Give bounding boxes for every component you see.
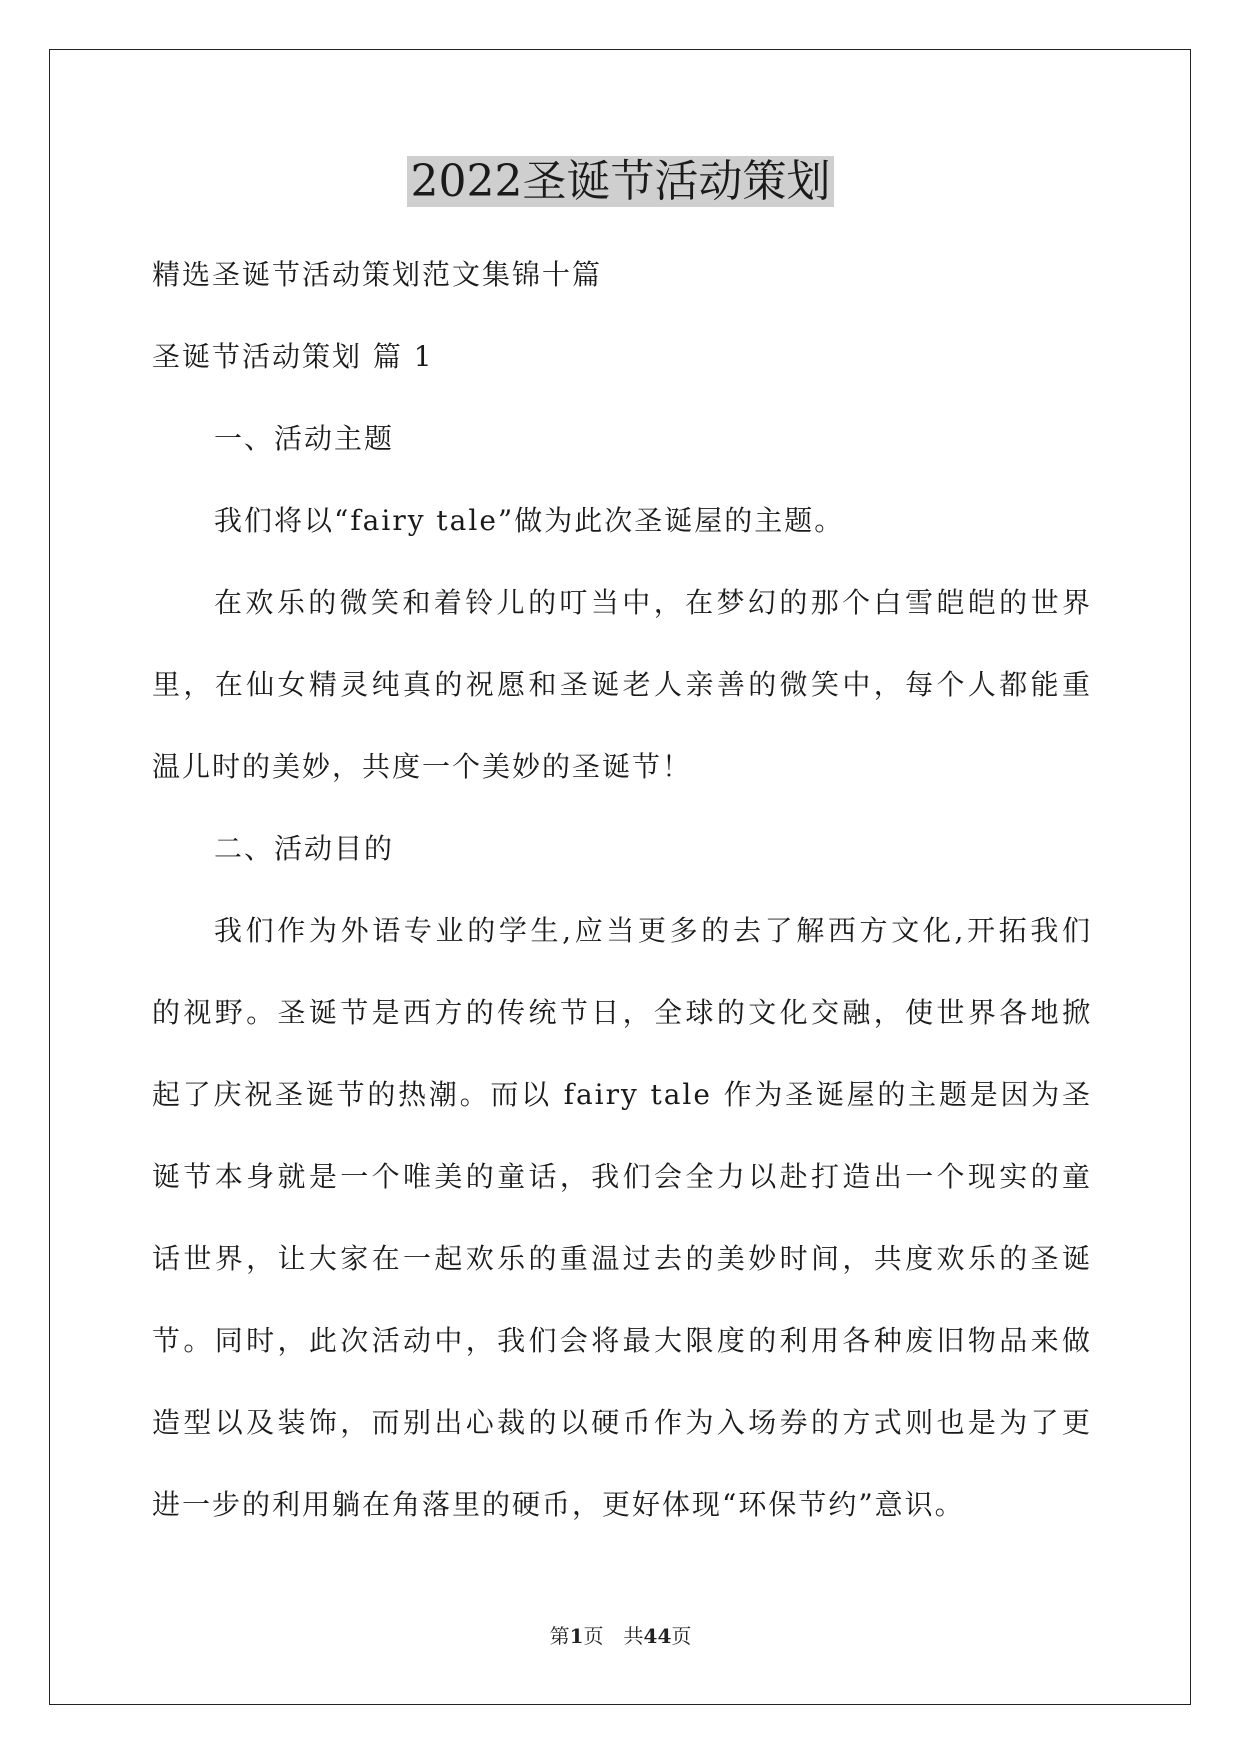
page-footer: [0, 1620, 1241, 1649]
text-line: 话世界，让大家在一起欢乐的重温过去的美妙时间，共度欢乐的圣诞: [152, 1242, 1092, 1275]
text-line: 造型以及装饰，而别出心裁的以硬币作为入场券的方式则也是为了更: [152, 1406, 1092, 1439]
text-line: 我们将以“fairy tale”做为此次圣诞屋的主题。: [214, 504, 845, 537]
text-line: 我们作为外语专业的学生,应当更多的去了解西方文化,开拓我们: [214, 914, 1092, 947]
text-line: 精选圣诞节活动策划范文集锦十篇: [152, 258, 603, 291]
text-line: 诞节本身就是一个唯美的童话，我们会全力以赴打造出一个现实的童: [152, 1160, 1092, 1193]
page-mid: 页 共: [583, 1624, 644, 1648]
text-line: 起了庆祝圣诞节的热潮。而以 fairy tale 作为圣诞屋的主题是因为圣: [152, 1078, 1092, 1111]
text-line: 节。同时，此次活动中，我们会将最大限度的利用各种废旧物品来做: [152, 1324, 1092, 1357]
text-line: 的视野。圣诞节是西方的传统节日，全球的文化交融，使世界各地掀: [152, 996, 1092, 1029]
document-title: [0, 152, 1241, 212]
document-body: [152, 234, 1092, 1546]
text-line: 一、活动主题: [214, 422, 395, 455]
page-suffix: 页: [671, 1624, 692, 1648]
page-number: 1: [569, 1624, 584, 1648]
text-line: 二、活动目的: [214, 832, 395, 865]
text-line: 在欢乐的微笑和着铃儿的叮当中，在梦幻的那个白雪皑皑的世界: [214, 586, 1092, 619]
text-line: 里，在仙女精灵纯真的祝愿和圣诞老人亲善的微笑中，每个人都能重: [152, 668, 1092, 701]
text-line: 温儿时的美妙，共度一个美妙的圣诞节！: [152, 750, 693, 783]
document-title-text: 2022圣诞节活动策划: [407, 156, 835, 207]
page-total: 44: [643, 1624, 672, 1648]
text-line: 进一步的利用躺在角落里的硬币，更好体现“环保节约”意识。: [152, 1488, 965, 1521]
text-line: 圣诞节活动策划 篇 1: [152, 340, 434, 373]
page-prefix: 第: [549, 1624, 570, 1648]
